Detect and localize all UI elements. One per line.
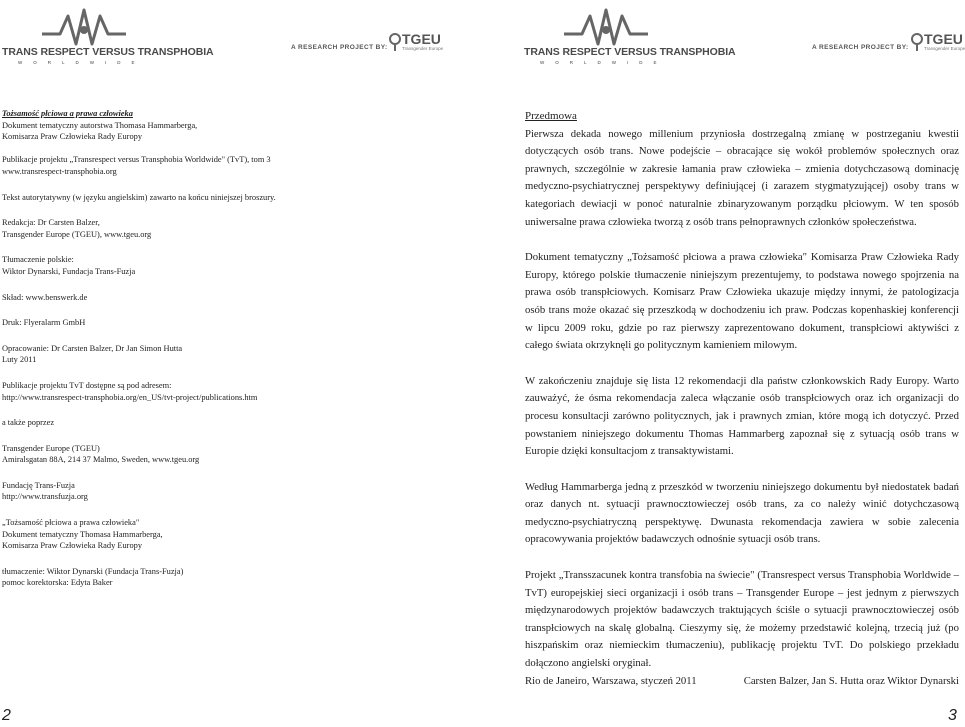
tgeu-subtitle: Transgender Europe <box>924 46 965 51</box>
tvt-logo-title: TRANS RESPECT VERSUS TRANSPHOBIA <box>2 46 214 58</box>
research-label-left: A RESEARCH PROJECT BY: <box>291 44 388 51</box>
imprint-line: Dokument tematyczny Thomasa Hammarberga, <box>2 529 163 539</box>
foreword-title: Przedmowa <box>525 110 577 122</box>
tgeu-logo-right <box>910 32 965 51</box>
tvt-logo-subtitle: WORLDWIDE <box>18 60 146 65</box>
foreword-paragraph: Pierwsza dekada nowego millenium przyniosła dostrzegalną zmianę w postrzeganiu kwestii dotyczących osób trans. Nowe podejście – obracające się wokół problemów społecznych oraz prawnych, szczególnie w zakresie łamania praw człowieka – zmienia dotychczasową dominację medyczno-psychiatrycznej perspektywy definiującej (i zarazem stygmatyzującej) osoby trans w kategoriach dewiacji w ponoć naturalnie zbinaryzowanym porządku płciowym. W ten sposób uniwersalne prawa człowieka tworzą z osób trans pełnoprawnych członków społeczeństwa. <box>525 127 959 228</box>
tgeu-logo-left <box>388 32 443 51</box>
imprint-line: Druk: Flyeralarm GmbH <box>2 318 86 328</box>
tgeu-subtitle: Transgender Europe <box>402 46 444 51</box>
foreword-paragraph: Według Hammarberga jedną z przeszkód w tworzeniu niniejszego dokumentu był niedostatek badań oraz danych nt. sytuacji prawnocztowieczej osób trans, za co należy winić dotychczasową medyczno-psychiatryczną perspektywę. Dwunasta rekomendacja zawiera w sobie zalecenia opracowywania projektów badawczych odnośnie sytuacji osób trans. <box>525 480 959 546</box>
foreword-signature <box>525 675 959 687</box>
imprint-link[interactable]: http://www.transfuzja.org <box>2 492 88 502</box>
page-number-left: 2 <box>2 707 11 724</box>
tgeu-ring-icon <box>910 32 924 52</box>
imprint-line: Komisarza Praw Człowieka Rady Europy <box>2 132 143 142</box>
imprint-line: Amiralsgatan 88A, 214 37 Malmo, Sweden, www.tgeu.org <box>2 455 200 465</box>
imprint-line: Publikacje projektu „Transrespect versus Transphobia Worldwide" (TvT), tom 3 <box>2 155 271 165</box>
imprint-line: Redakcja: Dr Carsten Balzer, <box>2 218 100 228</box>
imprint-line: Transgender Europe (TGEU) <box>2 443 100 453</box>
foreword-paragraph: Projekt „Transszacunek kontra transfobia na świecie" (Transrespect versus Transphobia Worldwide – TvT) europejskiej sieci organizacji i osób trans – Transgender Europe – jest jednym z pierwszych międzynarodowych projektów badawczych traktujących ściśle o sytuacji prawnocztowieczej osób transpłciowych na skalę globalną. Cieszymy się, że możemy przedstawić kolejną, trzecią już (po hiszpańskim oraz niemieckim tłumaczeniu), publikację projektu TvT. Do polskiego przekładu dołączono angielski oryginał. <box>525 569 959 670</box>
foreword-column <box>525 108 959 673</box>
imprint-column <box>2 108 322 589</box>
imprint-line: Publikacje projektu TvT dostępne są pod adresem: <box>2 380 172 390</box>
imprint-link[interactable]: www.transrespect-transphobia.org <box>2 166 117 176</box>
tvt-logo-title: TRANS RESPECT VERSUS TRANSPHOBIA <box>524 46 736 58</box>
imprint-line: Transgender Europe (TGEU), www.tgeu.org <box>2 229 152 239</box>
tvt-logo-left <box>2 6 214 65</box>
imprint-line: pomoc korektorska: Edyta Baker <box>2 578 113 588</box>
imprint-title: Tożsamość płciowa a prawa człowieka <box>2 109 133 118</box>
tvt-wave-icon <box>524 6 689 50</box>
research-label-right: A RESEARCH PROJECT BY: <box>812 44 909 51</box>
tvt-wave-icon <box>2 6 167 50</box>
imprint-line: Tekst autorytatywny (w języku angielskim) zawarto na końcu niniejszej broszury. <box>2 192 276 202</box>
imprint-line: Tłumaczenie polskie: <box>2 255 74 265</box>
imprint-line: Fundację Trans-Fuzja <box>2 480 75 490</box>
imprint-line: Wiktor Dynarski, Fundacja Trans-Fuzja <box>2 266 136 276</box>
imprint-line: tłumaczenie: Wiktor Dynarski (Fundacja Trans-Fuzja) <box>2 566 184 576</box>
tvt-logo-subtitle: WORLDWIDE <box>540 60 668 65</box>
place-date: Rio de Janeiro, Warszawa, styczeń 2011 <box>525 675 697 687</box>
imprint-line: Luty 2011 <box>2 355 37 365</box>
authors: Carsten Balzer, Jan S. Hutta oraz Wiktor Dynarski <box>743 675 959 687</box>
tgeu-word: TGEU <box>924 31 963 47</box>
imprint-line: Opracowanie: Dr Carsten Balzer, Dr Jan Simon Hutta <box>2 343 183 353</box>
foreword-paragraph: Dokument tematyczny „Tożsamość płciowa a prawa człowieka" Komisarza Praw Człowieka Rady Europy, którego polskie tłumaczenie niniejszym prezentujemy, to podstawa nowego spojrzenia na prawa osób transpłciowych. Komisarz Praw Człowieka ukazuje między innymi, że patologizacja osób trans może okazać się przeszkodą w dochodzeniu ich praw. Podczas kopenhaskiej konferencji w lipcu 2009 roku, gdzie po raz pierwszy zaprezentowano dokument, transpłciowi aktywiści z całego świata okrzyknęli go politycznym kamieniem milowym. <box>525 251 959 352</box>
imprint-line: Skład: www.benswerk.de <box>2 292 88 302</box>
tgeu-word: TGEU <box>402 31 441 47</box>
imprint-link[interactable]: http://www.transrespect-transphobia.org/en_US/tvt-project/publications.htm <box>2 392 258 402</box>
imprint-line: „Tożsamość płciowa a prawa człowieka" <box>2 518 140 528</box>
tgeu-ring-icon <box>388 32 402 52</box>
page-number-right: 3 <box>948 707 957 724</box>
foreword-paragraph: W zakończeniu znajduje się lista 12 rekomendacji dla państw członkowskich Rady Europy. Warto zauważyć, że ósma rekomendacja zaleca włączanie osób transpłciowych oraz ich organizacji do procesu konsultacji zarówno politycznych, jak i prawnych zmian, które mogą ich dotyczyć. Przed powstaniem niniejszego dokumentu Thomas Hammarberg zapoznał się z sytuacją osób trans w Europie dzięki konsultacjom z transaktywistami. <box>525 374 959 458</box>
imprint-line: a także poprzez <box>2 418 55 428</box>
imprint-line: Dokument tematyczny autorstwa Thomasa Hammarberga, <box>2 120 198 130</box>
tvt-logo-right <box>524 6 736 65</box>
imprint-line: Komisarza Praw Człowieka Rady Europy <box>2 541 143 551</box>
